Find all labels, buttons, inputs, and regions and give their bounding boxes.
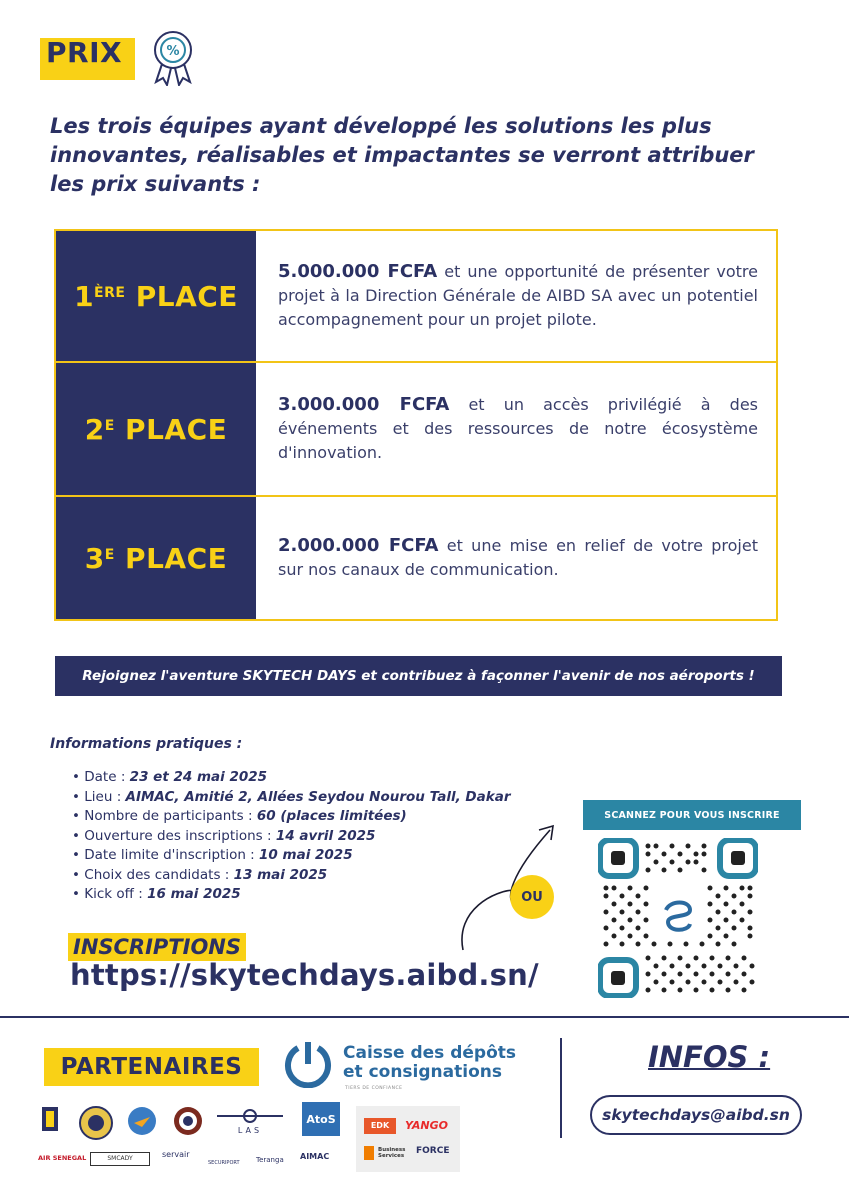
las-label: LAS (237, 1126, 263, 1135)
prize-table (54, 229, 778, 621)
teranga-logo: Teranga (256, 1156, 284, 1164)
force-n-logo: FORCE (416, 1146, 450, 1156)
inscriptions-link[interactable]: https://skytechdays.aibd.sn/ (70, 958, 539, 992)
anacim-logo-icon (78, 1105, 114, 1141)
or-badge: OU (510, 875, 554, 919)
rank-label: PLACE (125, 541, 228, 575)
prize-row-2 (56, 363, 776, 495)
qr-code[interactable] (598, 838, 758, 998)
servair-logo: servair (162, 1150, 190, 1159)
cdc-line2: et consignations (343, 1062, 502, 1082)
prize-description: et un accès privilégié à des événements et des ressources de notre écosystème d'innovation. (278, 395, 759, 462)
prize-rank-1 (56, 231, 256, 361)
cdc-tagline: TIERS DE CONFIANCE (345, 1086, 403, 1091)
rank-number: 3 (84, 541, 105, 575)
prize-desc-3 (256, 497, 776, 619)
rank-number: 2 (84, 412, 105, 446)
atos-logo: AtoS (302, 1102, 340, 1136)
prix-label: PRIX (46, 36, 123, 69)
prize-desc-1 (256, 231, 776, 361)
prize-rank-3 (56, 497, 256, 619)
award-badge-icon (150, 30, 196, 86)
rank-suffix: E (104, 547, 115, 563)
asecna-logo-icon (126, 1105, 158, 1137)
orange-logo-icon (364, 1146, 374, 1160)
prize-description: et une opportunité de présenter votre projet à la Direction Générale de AIBD SA avec un potentiel accompagnement pour un projet pilote. (278, 262, 759, 329)
prize-rank-2 (56, 363, 256, 495)
business-services-logo: Business Services (378, 1147, 406, 1159)
email-contact[interactable]: skytechdays@aibd.sn (590, 1095, 802, 1135)
list-item: • Ouverture des inscriptions : 14 avril 2025 (72, 827, 510, 847)
smcady-logo: SMCADY (90, 1152, 150, 1166)
info-list (72, 768, 510, 905)
list-item: • Kick off : 16 mai 2025 (72, 885, 510, 905)
cdc-logo-icon (283, 1038, 333, 1088)
skytech-banner: Rejoignez l'aventure SKYTECH DAYS et contribuez à façonner l'avenir de nos aéroports ! (55, 656, 782, 696)
las-logo (215, 1108, 285, 1135)
rank-label: PLACE (125, 412, 228, 446)
intro-text: Les trois équipes ayant développé les solutions les plus innovantes, réalisables et impactantes se verront attribuer les prix suivants : (50, 114, 754, 196)
rank-label: PLACE (135, 279, 238, 313)
partner-logo-box (356, 1106, 460, 1172)
prize-amount: 3.000.000 FCFA (278, 394, 450, 415)
aimac-logo: AIMAC (300, 1152, 330, 1161)
cdc-line1: Caisse des dépôts (343, 1043, 516, 1063)
las-globe-icon (215, 1108, 285, 1124)
footer-divider (0, 1016, 849, 1018)
svg-text:%: % (166, 44, 180, 59)
footer-vertical-divider (560, 1038, 562, 1138)
rank-suffix: ÈRE (94, 285, 126, 301)
scan-label: SCANNEZ POUR VOUS INSCRIRE (583, 800, 801, 830)
list-item: • Nombre de participants : 60 (places limitées) (72, 807, 510, 827)
list-item: • Lieu : AIMAC, Amitié 2, Allées Seydou Nourou Tall, Dakar (72, 788, 510, 808)
securiport-logo: SECURIPORT (208, 1160, 240, 1166)
prix-tag (40, 38, 135, 80)
air-senegal-logo: AIR SENEGAL (38, 1154, 87, 1162)
rank-suffix: E (104, 418, 115, 434)
haas-logo-icon (172, 1105, 204, 1137)
prize-desc-2 (256, 363, 776, 495)
infos-title: INFOS : (648, 1040, 771, 1074)
list-item: • Date limite d'inscription : 10 mai 2025 (72, 846, 510, 866)
prize-amount: 2.000.000 FCFA (278, 535, 439, 556)
rank-number: 1 (74, 279, 95, 313)
info-title: Informations pratiques : (50, 736, 243, 752)
cdc-name (343, 1044, 516, 1082)
prize-row-1 (56, 231, 776, 361)
prize-description: et une mise en relief de votre projet sur nos canaux de communication. (278, 536, 758, 579)
prize-amount: 5.000.000 FCFA (278, 261, 438, 282)
aibd-logo-icon (40, 1105, 60, 1137)
list-item: • Choix des candidats : 13 mai 2025 (72, 866, 510, 886)
partners-tag: PARTENAIRES (44, 1048, 259, 1086)
list-item: • Date : 23 et 24 mai 2025 (72, 768, 510, 788)
prize-row-3 (56, 497, 776, 619)
edk-logo: EDK (364, 1118, 396, 1134)
yango-logo: YANGO (405, 1119, 449, 1132)
inscriptions-tag: INSCRIPTIONS (68, 933, 246, 961)
